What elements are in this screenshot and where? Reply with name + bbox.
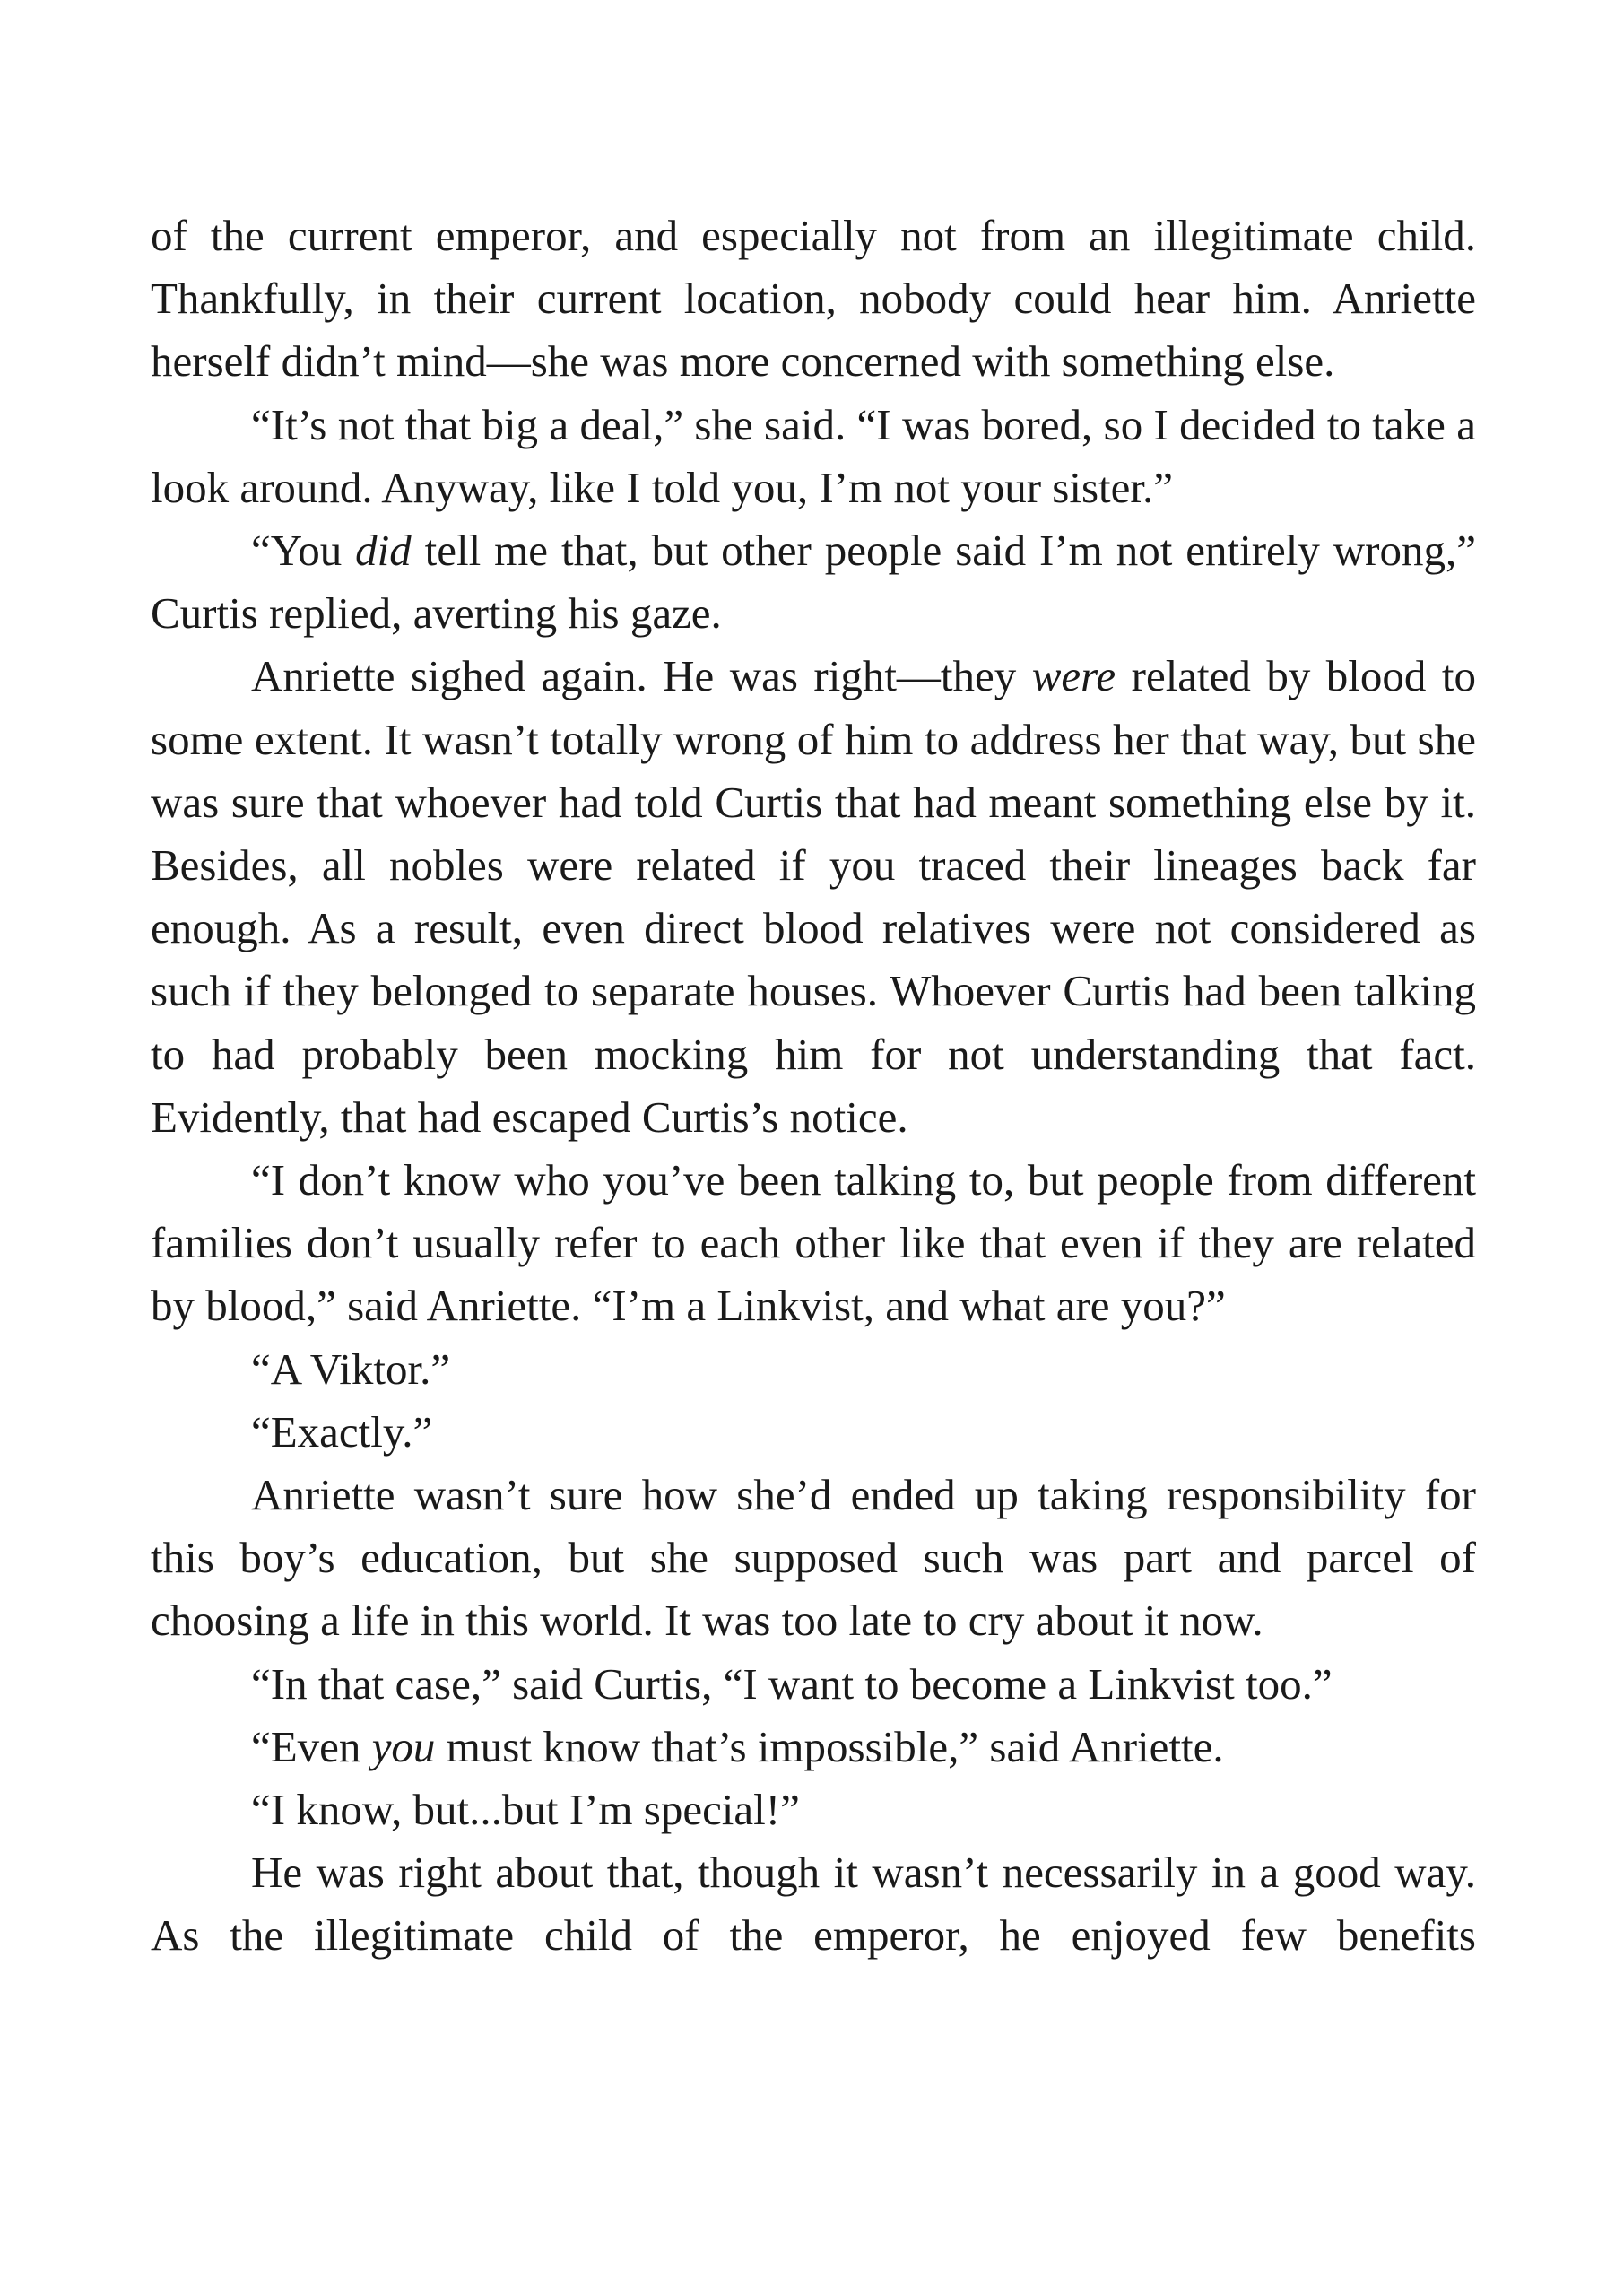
italic-emphasis: did (355, 526, 412, 576)
body-text (151, 204, 1476, 1968)
text-run: “I don’t know who you’ve been talking to, but people from different families don’t usually refer to each other like that even if they are related by blood,” said Anriette. “I’m a Linkvist, and what are you?” (151, 1155, 1476, 1331)
text-run: He was right about that, though it wasn’t necessarily in a good way. As the illegitimate child of the emperor, he enjoyed few benefits (151, 1848, 1476, 1961)
paragraph (151, 1653, 1476, 1716)
paragraph (151, 1464, 1476, 1653)
text-run: “Even (251, 1721, 372, 1771)
paragraph (151, 1841, 1476, 1967)
paragraph (151, 204, 1476, 394)
text-run: “It’s not that big a deal,” she said. “I was bored, so I decided to take a look around. Anyway, like I told you, I’m not your sister.” (151, 399, 1476, 512)
italic-emphasis: you (371, 1721, 436, 1771)
text-run: must know that’s impossible,” said Anriette. (435, 1721, 1224, 1771)
paragraph (151, 1149, 1476, 1338)
paragraph (151, 645, 1476, 1149)
paragraph (151, 1716, 1476, 1779)
text-run: Anriette wasn’t sure how she’d ended up taking responsibility for this boy’s education, but she supposed such was part and parcel of choosing a life in this world. It was too late to cry about it now. (151, 1470, 1476, 1646)
text-run: related by blood to some extent. It wasn’t totally wrong of him to address her that way, but she was sure that whoever had told Curtis that had meant something else by it. Besides, all nobles were related if you traced their lineages back far enough. As a result, even direct blood relatives were not considered as such if they belonged to separate houses. Whoever Curtis had been talking to had probably been mocking him for not understanding that fact. Evidently, that had escaped Curtis’s notice. (151, 651, 1476, 1142)
text-run: “I know, but...but I’m special!” (251, 1785, 800, 1835)
italic-emphasis: were (1031, 651, 1116, 701)
paragraph (151, 1401, 1476, 1464)
paragraph (151, 1338, 1476, 1401)
text-run: “You (251, 526, 356, 576)
paragraph (151, 1779, 1476, 1841)
text-run: tell me that, but other people said I’m not entirely wrong,” Curtis replied, averting his gaze. (151, 526, 1476, 639)
text-run: of the current emperor, and especially not from an illegitimate child. Thankfully, in their current location, nobody could hear him. Anriette herself didn’t mind—she was more concerned with something else. (151, 211, 1476, 387)
text-run: Anriette sighed again. He was right—they (251, 651, 1032, 701)
paragraph (151, 519, 1476, 645)
text-run: “In that case,” said Curtis, “I want to become a Linkvist too.” (251, 1658, 1333, 1709)
text-run: “A Viktor.” (251, 1344, 451, 1394)
paragraph (151, 394, 1476, 519)
text-run: “Exactly.” (251, 1406, 433, 1457)
